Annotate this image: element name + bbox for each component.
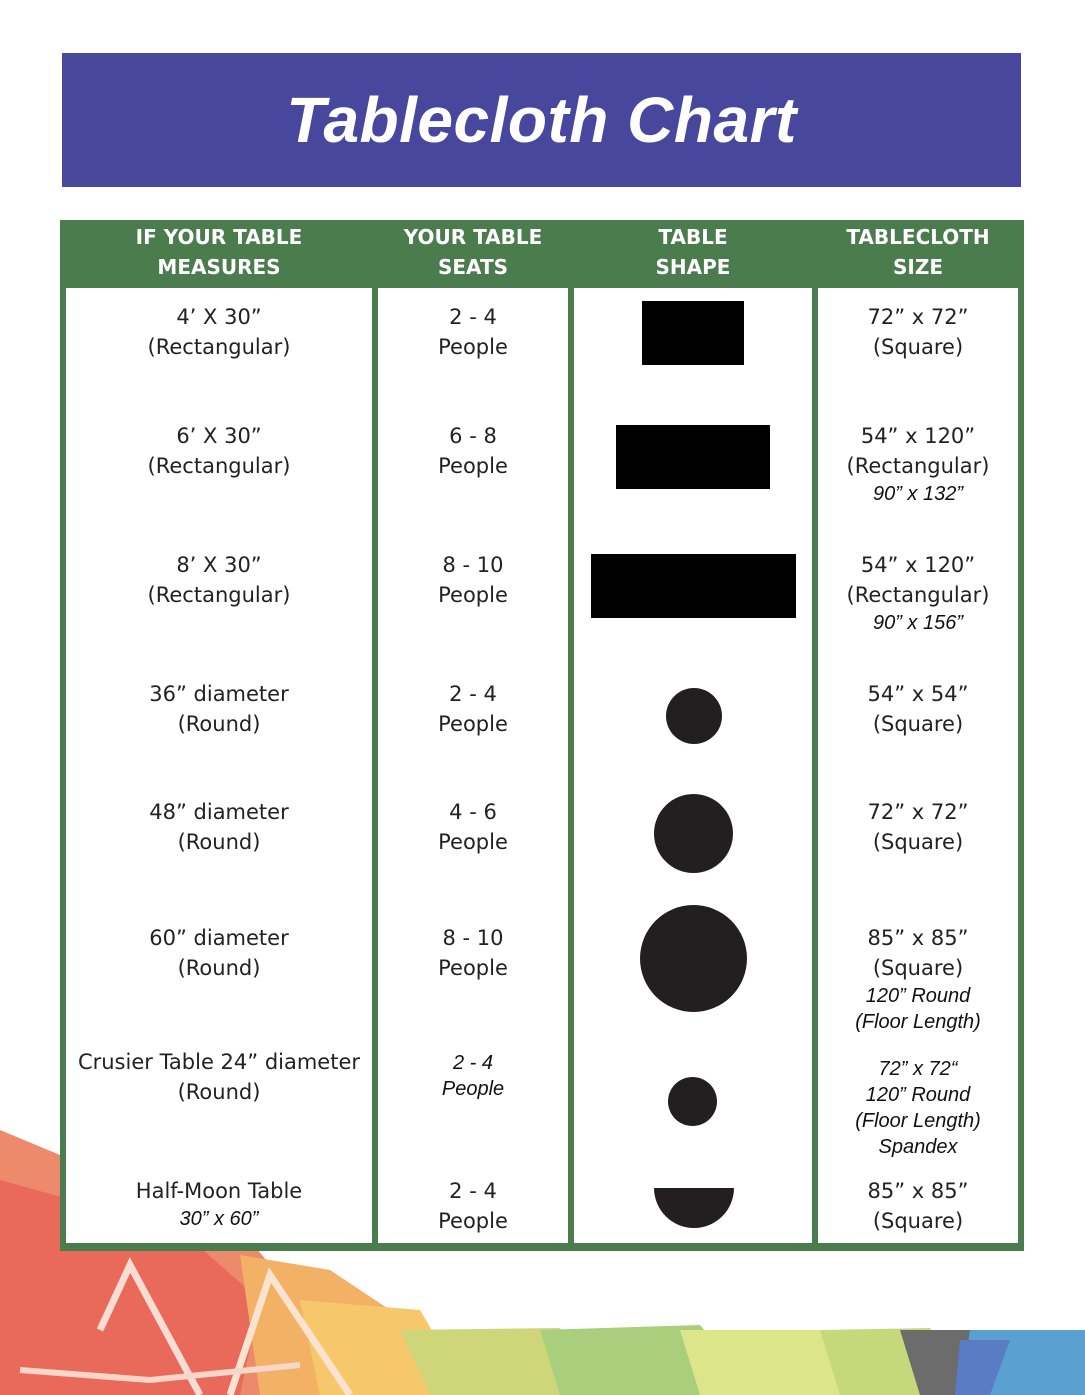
header-size — [818, 220, 1018, 284]
cell-measures — [66, 421, 372, 481]
text: (Rectangular) — [147, 335, 291, 359]
page-title: Tablecloth Chart — [286, 84, 797, 156]
title-banner — [62, 53, 1021, 187]
rectangle-medium-shape — [616, 425, 770, 489]
text: Crusier Table 24” diameter — [77, 1050, 361, 1074]
cell-seats — [378, 923, 568, 983]
text: (Round) — [177, 712, 261, 736]
cell-measures — [66, 1047, 372, 1107]
text: 48” diameter — [149, 800, 289, 824]
cell-measures — [66, 923, 372, 983]
circle-tiny-shape — [668, 1077, 717, 1126]
text: 90” x 132” — [872, 483, 964, 505]
cell-size — [818, 1056, 1018, 1160]
cell-seats — [378, 1050, 568, 1102]
text: (Round) — [177, 830, 261, 854]
text: 30” x 60” — [179, 1208, 259, 1230]
cell-seats — [378, 1176, 568, 1236]
column-seats — [378, 288, 568, 1243]
text: (Square) — [872, 830, 964, 854]
text: 54” x 54” — [867, 682, 969, 706]
text: 72” x 72“ — [878, 1058, 958, 1080]
text: 120” Round — [865, 1084, 971, 1106]
header-measures — [66, 220, 372, 284]
header-shape — [574, 220, 812, 284]
header-text: SHAPE — [655, 255, 731, 279]
column-shape — [574, 288, 812, 1243]
text: 6’ X 30” — [176, 424, 262, 448]
text: 36” diameter — [149, 682, 289, 706]
text: (Square) — [872, 1209, 964, 1233]
text: People — [438, 454, 508, 478]
text: Spandex — [878, 1136, 958, 1158]
text: People — [438, 830, 508, 854]
cell-size — [818, 302, 1018, 362]
text: 2 - 4 — [449, 1179, 497, 1203]
column-measures — [66, 288, 372, 1243]
cell-size — [818, 550, 1018, 636]
text: (Rectangular) — [846, 454, 990, 478]
text: (Square) — [872, 712, 964, 736]
text: 8 - 10 — [442, 553, 504, 577]
circle-small-shape — [666, 688, 722, 744]
text: (Rectangular) — [147, 454, 291, 478]
cell-seats — [378, 797, 568, 857]
text: People — [438, 1209, 508, 1233]
cell-size — [818, 923, 1018, 1035]
text: (Round) — [177, 1080, 261, 1104]
cell-seats — [378, 679, 568, 739]
text: 2 - 4 — [449, 682, 497, 706]
circle-medium-shape — [654, 794, 733, 873]
header-text: TABLECLOTH — [846, 225, 990, 249]
header-text: TABLE — [658, 225, 728, 249]
text: 85” x 85” — [867, 1179, 969, 1203]
text: People — [438, 583, 508, 607]
cell-size — [818, 679, 1018, 739]
text: 90” x 156” — [872, 612, 964, 634]
cell-measures — [66, 797, 372, 857]
text: 60” diameter — [149, 926, 289, 950]
text: (Floor Length) — [855, 1110, 981, 1132]
tablecloth-table — [60, 220, 1024, 1251]
text: (Floor Length) — [855, 1011, 981, 1033]
cell-measures — [66, 679, 372, 739]
text: (Square) — [872, 335, 964, 359]
cell-seats — [378, 550, 568, 610]
text: People — [438, 956, 508, 980]
header-text: IF YOUR TABLE — [135, 225, 303, 249]
cell-seats — [378, 421, 568, 481]
text: 4 - 6 — [449, 800, 497, 824]
half-circle-shape — [654, 1188, 734, 1228]
text: 72” x 72” — [867, 800, 969, 824]
text: Half-Moon Table — [135, 1179, 303, 1203]
text: 54” x 120” — [860, 553, 976, 577]
header-text: SEATS — [437, 255, 509, 279]
rectangle-large-shape — [591, 554, 796, 618]
header-text: SIZE — [892, 255, 943, 279]
cell-size — [818, 421, 1018, 507]
text: People — [441, 1078, 505, 1100]
cell-size — [818, 1176, 1018, 1236]
column-size — [818, 288, 1018, 1243]
cell-measures — [66, 1176, 372, 1232]
header-text: YOUR TABLE — [403, 225, 543, 249]
text: 120” Round — [865, 985, 971, 1007]
text: (Rectangular) — [147, 583, 291, 607]
cell-measures — [66, 550, 372, 610]
text: People — [438, 335, 508, 359]
cell-measures — [66, 302, 372, 362]
cell-seats — [378, 302, 568, 362]
header-text: MEASURES — [157, 255, 281, 279]
circle-large-shape — [640, 905, 747, 1012]
text: 8’ X 30” — [176, 553, 262, 577]
text: (Round) — [177, 956, 261, 980]
text: 2 - 4 — [449, 305, 497, 329]
text: 8 - 10 — [442, 926, 504, 950]
text: 54” x 120” — [860, 424, 976, 448]
text: (Rectangular) — [846, 583, 990, 607]
text: 6 - 8 — [449, 424, 497, 448]
text: 2 - 4 — [452, 1052, 494, 1074]
text: People — [438, 712, 508, 736]
rectangle-small-shape — [642, 301, 744, 365]
text: 4’ X 30” — [176, 305, 262, 329]
text: 85” x 85” — [867, 926, 969, 950]
text: (Square) — [872, 956, 964, 980]
text: 72” x 72” — [867, 305, 969, 329]
cell-size — [818, 797, 1018, 857]
header-seats — [378, 220, 568, 284]
